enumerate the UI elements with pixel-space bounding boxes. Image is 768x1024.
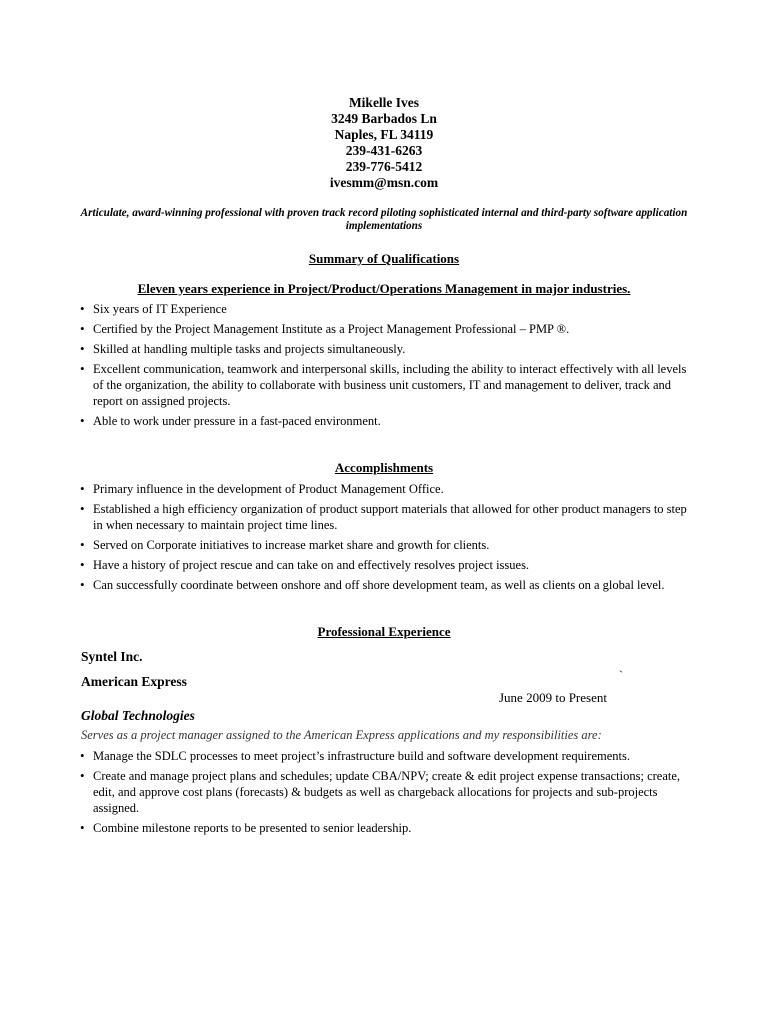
list-item: • Served on Corporate initiatives to increase market share and growth for clients. xyxy=(80,537,690,553)
client-name: American Express xyxy=(81,674,187,689)
list-item: • Have a history of project rescue and can take on and effectively resolves project issues. xyxy=(80,557,690,573)
city-state-zip: Naples, FL 34119 xyxy=(334,127,434,142)
qualifications-heading: Summary of Qualifications xyxy=(308,251,460,266)
list-item: • Six years of IT Experience xyxy=(80,301,690,317)
list-item: • Certified by the Project Management Institute as a Project Management Professional – PMP ®. xyxy=(80,321,690,337)
list-item: • Combine milestone reports to be presented to senior leadership. xyxy=(80,820,690,836)
street-address: 3249 Barbados Ln xyxy=(331,111,437,126)
candidate-name: Mikelle Ives xyxy=(348,95,420,110)
accomplishments-heading: Accomplishments xyxy=(334,460,434,475)
list-item: • Able to work under pressure in a fast-paced environment. xyxy=(80,413,690,429)
accomplishments-list xyxy=(80,481,690,597)
list-item: • Create and manage project plans and schedules; update CBA/NPV; create & edit project expense transactions; create, edit, and approve cost plans (forecasts) & budgets as well as chargeback allocations for projects and sub-projects assigned. xyxy=(80,768,690,816)
list-item: • Established a high efficiency organization of product support materials that allowed for other product managers to step in when necessary to maintain project time lines. xyxy=(80,501,690,533)
phone-secondary: 239-776-5412 xyxy=(345,159,423,174)
professional-tagline: Articulate, award-winning professional with proven track record piloting sophisticated internal and third-party software application implementations xyxy=(80,207,688,232)
list-item: • Skilled at handling multiple tasks and projects simultaneously. xyxy=(80,341,690,357)
email-address: ivesmm@msn.com xyxy=(329,175,439,190)
qualifications-subheading: Eleven years experience in Project/Product/Operations Management in major industries. xyxy=(137,281,631,296)
responsibilities-list xyxy=(80,748,690,840)
experience-heading: Professional Experience xyxy=(317,624,451,639)
department-name: Global Technologies xyxy=(81,708,195,723)
list-item: • Primary influence in the development of Product Management Office. xyxy=(80,481,690,497)
employer-name: Syntel Inc. xyxy=(81,649,143,664)
role-description: Serves as a project manager assigned to the American Express applications and my responsibilities are: xyxy=(81,728,602,742)
list-item: • Excellent communication, teamwork and interpersonal skills, including the ability to interact effectively with all levels of the organization, the ability to collaborate with business unit customers, IT and management to deliver, track and report on assigned projects. xyxy=(80,361,690,409)
list-item: • Manage the SDLC processes to meet project’s infrastructure build and software development requirements. xyxy=(80,748,690,764)
qualifications-list xyxy=(80,301,690,433)
contact-header xyxy=(0,95,768,191)
phone-primary: 239-431-6263 xyxy=(345,143,423,158)
employment-dates: June 2009 to Present xyxy=(499,690,607,705)
stray-mark: ` xyxy=(619,668,623,682)
list-item: • Can successfully coordinate between onshore and off shore development team, as well as clients on a global level. xyxy=(80,577,690,593)
